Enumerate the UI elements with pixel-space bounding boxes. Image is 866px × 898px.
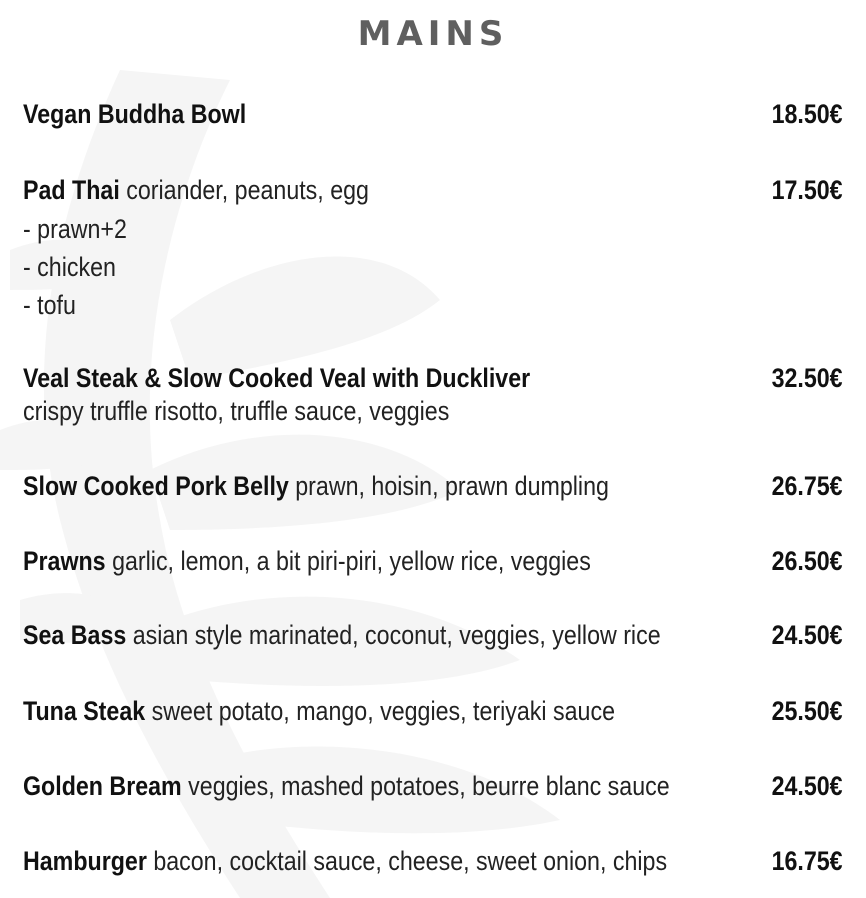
menu-item-vegan-buddha-bowl: [23, 94, 843, 134]
dish-option: - prawn+2: [23, 214, 127, 244]
menu-item-line: [23, 766, 843, 806]
menu-item-line: [23, 170, 843, 210]
dish-option: - chicken: [23, 252, 116, 282]
menu-item-line: [23, 541, 843, 581]
dish-name: Hamburger: [23, 846, 147, 876]
dish-description: bacon, cocktail sauce, cheese, sweet onion, chips: [153, 846, 668, 876]
dish-price: 16.75€: [771, 846, 843, 876]
dish-price: 32.50€: [771, 363, 843, 393]
dish-name: Pad Thai: [23, 175, 120, 205]
menu-item-veal-steak: [23, 358, 843, 428]
menu-item-pad-thai: [23, 170, 843, 324]
menu-item-text: [23, 841, 667, 881]
menu-item-text: [23, 358, 530, 398]
menu-item-line: [23, 841, 843, 881]
dish-price: 18.50€: [771, 99, 843, 129]
dish-name: Slow Cooked Pork Belly: [23, 471, 289, 501]
menu-item-prawns: [23, 541, 843, 581]
dish-description: sweet potato, mango, veggies, teriyaki sauce: [151, 696, 616, 726]
menu-item-text: [23, 615, 661, 655]
menu-item-text: [23, 766, 670, 806]
menu-item-line: [23, 615, 843, 655]
menu-item-text: [23, 170, 369, 210]
dish-name: Sea Bass: [23, 620, 127, 650]
menu-item-golden-bream: [23, 766, 843, 806]
dish-name: Vegan Buddha Bowl: [23, 99, 247, 129]
dish-name: Veal Steak & Slow Cooked Veal with Duckliver: [23, 363, 531, 393]
menu-item-sea-bass: [23, 615, 843, 655]
dish-price: 26.75€: [771, 471, 843, 501]
dish-price: 24.50€: [771, 771, 843, 801]
dish-price: 26.50€: [771, 546, 843, 576]
menu-item-text: [23, 466, 609, 506]
dish-name: Prawns: [23, 546, 106, 576]
menu-item-line: [23, 466, 843, 506]
menu-item-slow-cooked-pork-belly: [23, 466, 843, 506]
dish-description: asian style marinated, coconut, veggies, yellow rice: [132, 620, 661, 650]
dish-price: 24.50€: [771, 620, 843, 650]
dish-description: crispy truffle risotto, truffle sauce, veggies: [23, 396, 450, 426]
dish-description: garlic, lemon, a bit piri-piri, yellow rice, veggies: [112, 546, 591, 576]
menu-item-text: [23, 94, 246, 134]
menu-item-line: [23, 358, 843, 398]
dish-description: veggies, mashed potatoes, beurre blanc sauce: [188, 771, 670, 801]
menu-item-text: [23, 541, 591, 581]
dish-price: 25.50€: [771, 696, 843, 726]
dish-name: Golden Bream: [23, 771, 182, 801]
dish-option: - tofu: [23, 290, 76, 320]
dish-price: 17.50€: [771, 175, 843, 205]
menu-item-line: [23, 691, 843, 731]
menu-item-text: [23, 691, 615, 731]
dish-name: Tuna Steak: [23, 696, 146, 726]
menu-item-hamburger: [23, 841, 843, 881]
dish-description: prawn, hoisin, prawn dumpling: [295, 471, 609, 501]
menu-item-tuna-steak: [23, 691, 843, 731]
menu-item-line: [23, 94, 843, 134]
section-title: MAINS: [357, 14, 509, 54]
dish-description: coriander, peanuts, egg: [126, 175, 369, 205]
